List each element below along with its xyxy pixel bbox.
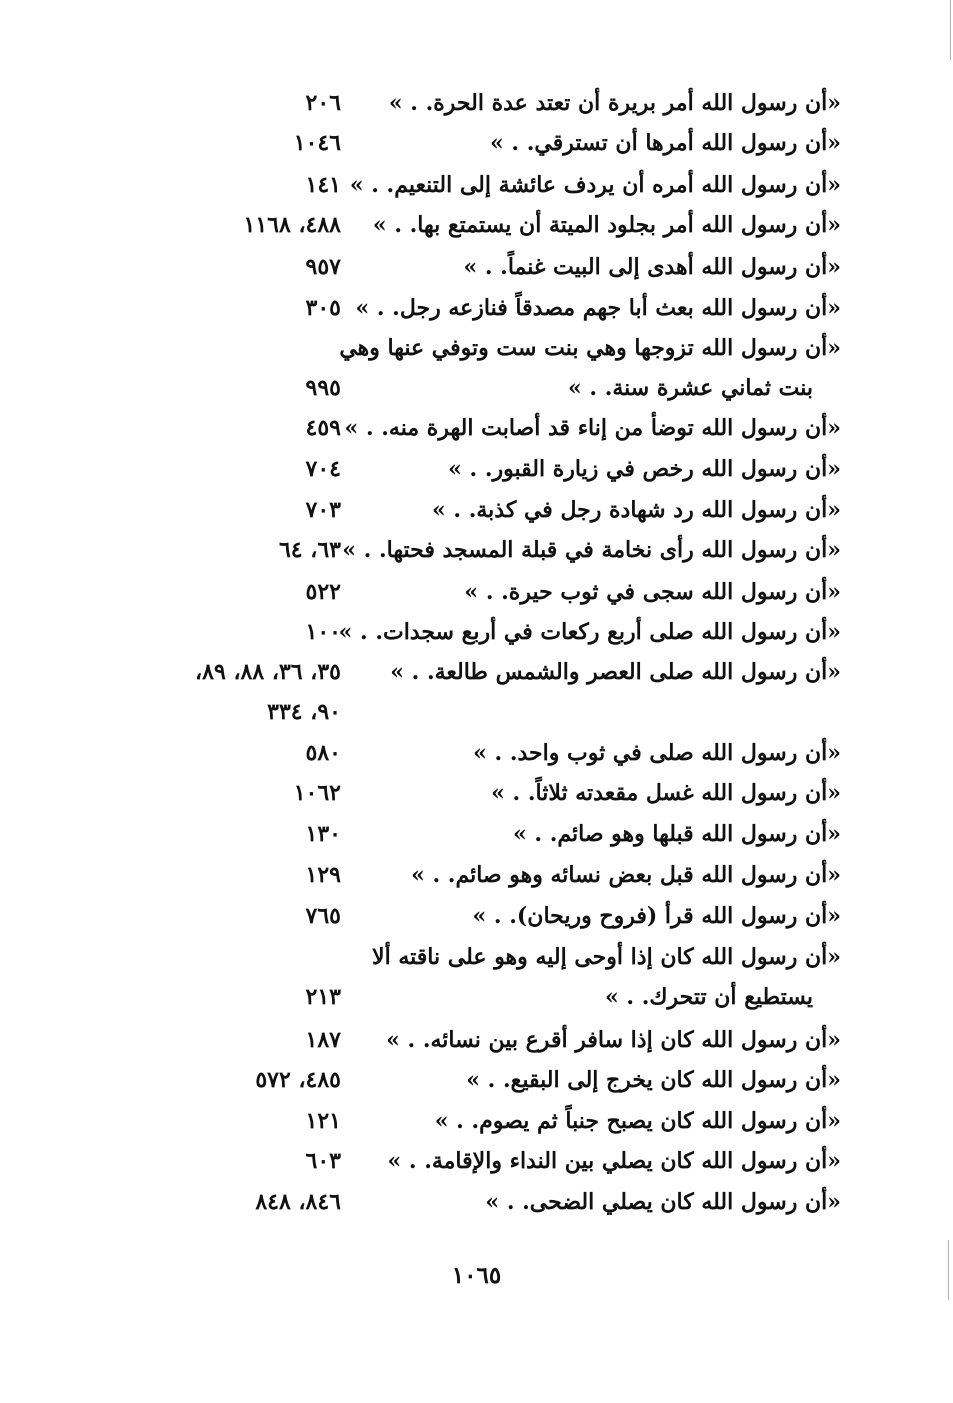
entry-text: «أن رسول الله بعث أبا جهم مصدقاً فنازعه رجل. . » bbox=[355, 295, 841, 321]
entry-text: «أن رسول الله أهدى إلى البيت غنماً. . » bbox=[463, 254, 841, 280]
entry-text: «أن رسول الله كان يصلي الضحى. . » bbox=[485, 1189, 841, 1215]
entry-text: «أن رسول الله قبل بعض نسائه وهو صائم. . » bbox=[411, 862, 841, 888]
index-entry bbox=[0, 855, 953, 896]
index-entry bbox=[0, 692, 953, 733]
entry-page-refs: ١٢٩ bbox=[305, 862, 341, 888]
index-entry bbox=[0, 83, 953, 124]
entry-text: «أن رسول الله أمرها أن تسترقي. . » bbox=[490, 130, 841, 156]
entry-text: «أن رسول الله كان يخرج إلى البقيع. . » bbox=[466, 1067, 841, 1093]
index-entry bbox=[0, 612, 953, 653]
index-entry bbox=[0, 205, 953, 246]
entry-page-refs: ٩٩٥ bbox=[305, 375, 341, 401]
entry-text: بنت ثماني عشرة سنة. . » bbox=[567, 375, 813, 401]
index-entry bbox=[0, 1060, 953, 1101]
index-entry bbox=[0, 449, 953, 490]
entry-text: «أن رسول الله كان إذا أوحى إليه وهو على ناقته ألا bbox=[372, 944, 841, 970]
index-entry bbox=[0, 490, 953, 531]
entry-text: يستطيع أن تتحرك. . » bbox=[605, 984, 813, 1010]
entry-page-refs: ١٨٧ bbox=[305, 1027, 341, 1053]
entry-page-refs: ٥٢٢ bbox=[305, 579, 341, 605]
entry-page-refs: ١٣٠ bbox=[305, 821, 341, 847]
index-entry bbox=[0, 530, 953, 571]
index-entry bbox=[0, 652, 953, 693]
entry-text: «أن رسول الله أمر بجلود الميتة أن يستمتع بها. . » bbox=[372, 212, 841, 238]
entry-page-refs: ٤٨٥، ٥٧٢ bbox=[255, 1067, 341, 1093]
index-entry bbox=[0, 328, 953, 369]
scan-edge-mark bbox=[950, 0, 951, 60]
entry-text: «أن رسول الله كان يصلي بين النداء والإقامة. . » bbox=[387, 1148, 841, 1174]
entry-page-refs: ٤٨٨، ١١٦٨ bbox=[243, 212, 341, 238]
index-entry bbox=[0, 408, 953, 449]
index-entry bbox=[0, 1020, 953, 1061]
entry-page-refs: ٣٥، ٣٦، ٨٨، ٨٩، bbox=[195, 659, 341, 685]
entry-page-refs: ١٠٠ bbox=[305, 619, 341, 645]
scan-edge-mark bbox=[948, 1240, 949, 1300]
index-entry bbox=[0, 977, 953, 1018]
index-entry bbox=[0, 1101, 953, 1142]
entry-page-refs: ٦٣، ٦٤ bbox=[278, 537, 341, 563]
entry-text: «أن رسول الله توضأ من إناء قد أصابت الهرة منه. . » bbox=[344, 415, 841, 441]
entry-page-refs: ٧٠٣ bbox=[305, 497, 341, 523]
index-entry bbox=[0, 773, 953, 814]
entry-text: «أن رسول الله سجى في ثوب حيرة. . » bbox=[464, 579, 841, 605]
entry-page-refs: ٤٥٩ bbox=[305, 415, 341, 441]
index-entry bbox=[0, 247, 953, 288]
entry-text: «أن رسول الله رخص في زيارة القبور. . » bbox=[448, 456, 841, 482]
entry-page-refs: ١٠٤٦ bbox=[293, 130, 341, 156]
index-entry bbox=[0, 288, 953, 329]
entry-page-refs: ٣٠٥ bbox=[305, 295, 341, 321]
entry-text: «أن رسول الله رأى نخامة في قبلة المسجد فحتها. . » bbox=[342, 537, 841, 563]
page-number: ١٠٦٥ bbox=[451, 1262, 502, 1289]
index-entry bbox=[0, 937, 953, 978]
index-entry bbox=[0, 1141, 953, 1182]
entry-page-refs: ٦٠٣ bbox=[305, 1148, 341, 1174]
entry-text: «أن رسول الله كان يصبح جنباً ثم يصوم. . » bbox=[434, 1108, 841, 1134]
entry-page-refs: ٧٦٥ bbox=[305, 903, 341, 929]
entry-page-refs: ٢١٣ bbox=[305, 984, 341, 1010]
index-entry bbox=[0, 733, 953, 774]
entry-page-refs: ١٠٦٢ bbox=[293, 780, 341, 806]
index-entry bbox=[0, 123, 953, 164]
index-entry bbox=[0, 572, 953, 613]
entry-text: «أن رسول الله قبلها وهو صائم. . » bbox=[512, 821, 841, 847]
entry-text: «أن رسول الله صلى أربع ركعات في أربع سجدات. . » bbox=[338, 619, 841, 645]
index-entry bbox=[0, 368, 953, 409]
entry-text: «أن رسول الله كان إذا سافر أقرع بين نسائه. . » bbox=[386, 1027, 841, 1053]
entry-text: «أن رسول الله غسل مقعدته ثلاثاً. . » bbox=[491, 780, 841, 806]
entry-page-refs: ٥٨٠ bbox=[305, 740, 341, 766]
entry-text: «أن رسول الله رد شهادة رجل في كذبة. . » bbox=[431, 497, 841, 523]
entry-text: «أن رسول الله صلى في ثوب واحد. . » bbox=[473, 740, 841, 766]
index-entry bbox=[0, 814, 953, 855]
index-entry bbox=[0, 165, 953, 206]
entry-page-refs: ١٤١ bbox=[305, 172, 341, 198]
entry-text: «أن رسول الله أمره أن يردف عائشة إلى التنعيم. . » bbox=[349, 172, 841, 198]
entry-text: «أن رسول الله قرأ (فروح وريحان). . » bbox=[472, 903, 841, 929]
index-entry bbox=[0, 896, 953, 937]
entry-page-refs: ٧٠٤ bbox=[305, 456, 341, 482]
entry-text: «أن رسول الله صلى العصر والشمس طالعة. . » bbox=[390, 659, 841, 685]
entry-page-refs: ٩٥٧ bbox=[305, 254, 341, 280]
entry-page-refs: ١٢١ bbox=[305, 1108, 341, 1134]
entry-page-refs: ٨٤٦، ٨٤٨ bbox=[255, 1189, 341, 1215]
index-entry bbox=[0, 1182, 953, 1223]
entry-page-refs: ٩٠، ٣٣٤ bbox=[267, 699, 341, 725]
entry-page-refs: ٢٠٦ bbox=[305, 90, 341, 116]
entry-text: «أن رسول الله أمر بريرة أن تعتد عدة الحرة. . » bbox=[388, 90, 841, 116]
entry-text: «أن رسول الله تزوجها وهي بنت ست وتوفي عنها وهي bbox=[339, 335, 841, 361]
